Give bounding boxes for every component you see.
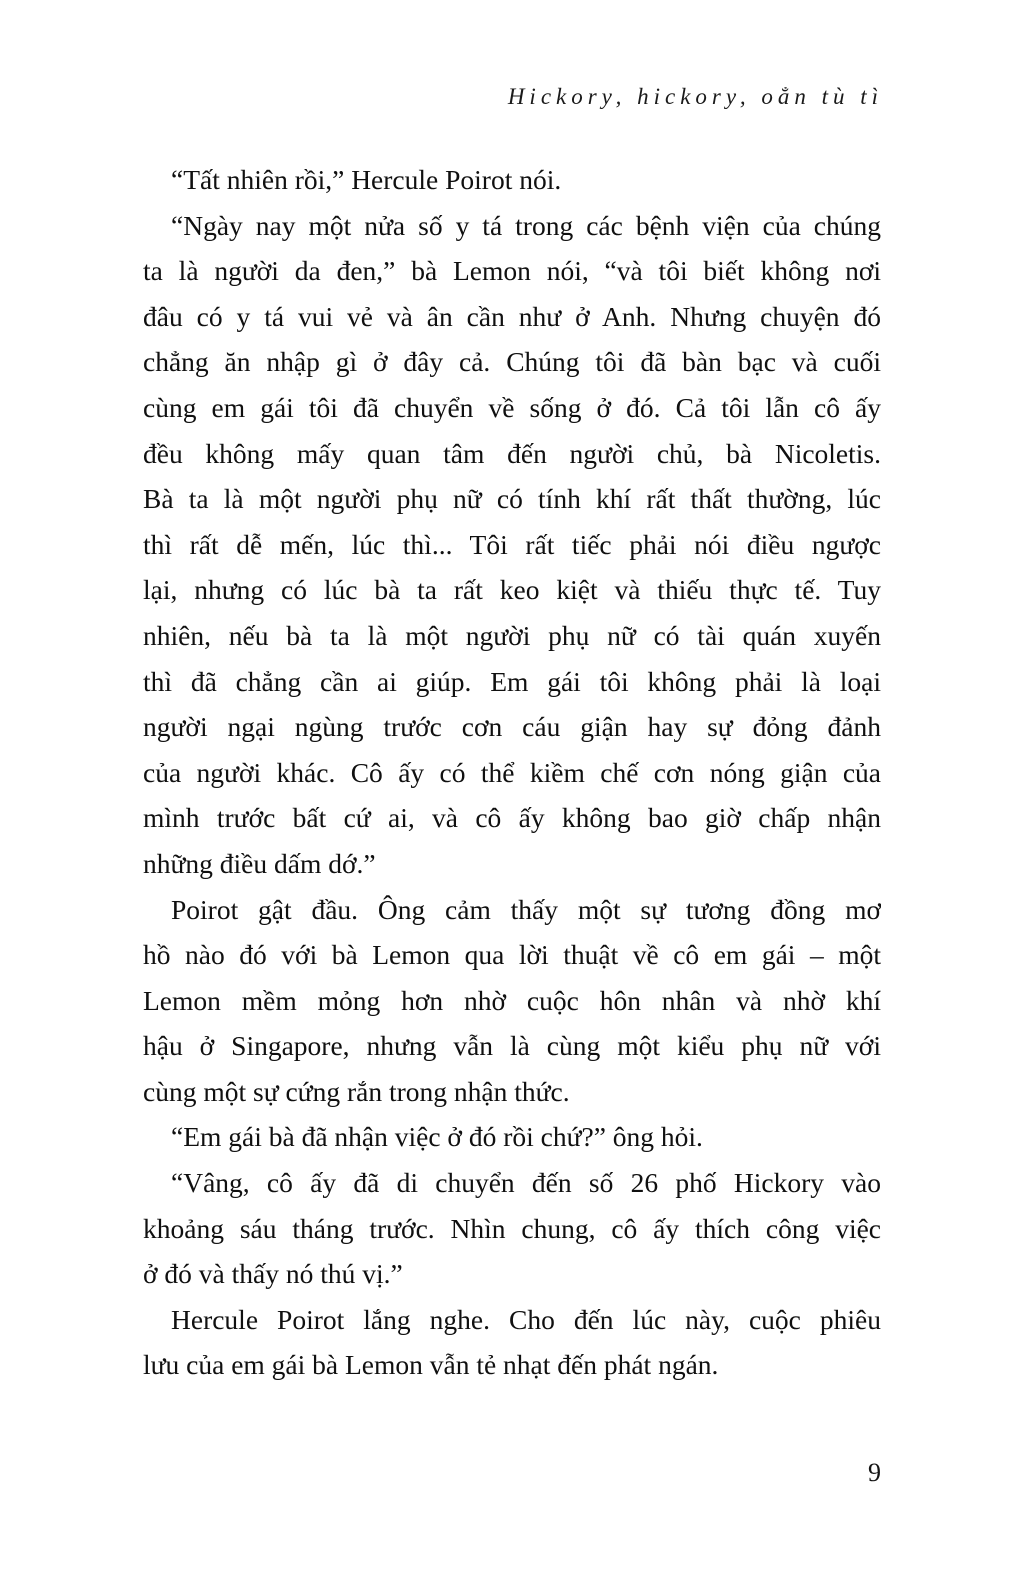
running-header: Hickory, hickory, oẳn tù tì (507, 84, 883, 109)
text-line: mình trước bất cứ ai, và cô ấy không bao giờ chấp nhận (143, 802, 881, 834)
text-line: Hercule Poirot lắng nghe. Cho đến lúc này, cuộc phiêu (171, 1303, 881, 1335)
text-line: ở đó và thấy nó thú vị.” (143, 1258, 403, 1290)
text-line: đâu có y tá vui vẻ và ân cần như ở Anh. Nhưng chuyện đó (143, 300, 881, 332)
paragraph (143, 1160, 881, 1297)
text-line: khoảng sáu tháng trước. Nhìn chung, cô ấy thích công việc (143, 1212, 881, 1244)
text-line: nhiên, nếu bà ta là một người phụ nữ có tài quán xuyến (143, 619, 881, 651)
text-line: cùng em gái tôi đã chuyển về sống ở đó. Cả tôi lẫn cô ấy (143, 391, 881, 423)
paragraph (143, 1297, 881, 1388)
paragraph (143, 1114, 881, 1160)
text-line: thì đã chẳng cần ai giúp. Em gái tôi không phải là loại (143, 665, 881, 697)
paragraph (143, 887, 881, 1115)
text-line: cùng một sự cứng rắn trong nhận thức. (143, 1075, 570, 1107)
text-line: ta là người da đen,” bà Lemon nói, “và tôi biết không nơi (143, 255, 881, 287)
page-body (143, 157, 881, 1388)
text-line: Lemon mềm mỏng hơn nhờ cuộc hôn nhân và nhờ khí (143, 984, 881, 1016)
text-line: “Ngày nay một nửa số y tá trong các bệnh viện của chúng (171, 209, 881, 241)
text-line: hồ nào đó với bà Lemon qua lời thuật về cô em gái – một (143, 939, 881, 971)
text-line: “Vâng, cô ấy đã di chuyển đến số 26 phố Hickory vào (171, 1167, 881, 1199)
text-line: đều không mấy quan tâm đến người chủ, bà Nicoletis. (143, 437, 881, 469)
text-line: hậu ở Singapore, nhưng vẫn là cùng một kiểu phụ nữ với (143, 1030, 881, 1062)
text-line: người ngại ngùng trước cơn cáu giận hay sự đỏng đảnh (143, 711, 881, 743)
text-line: của người khác. Cô ấy có thể kiềm chế cơn nóng giận của (143, 756, 881, 788)
page-number: 9 (868, 1458, 881, 1487)
text-line: những điều dấm dớ.” (143, 847, 376, 879)
text-line: lưu của em gái bà Lemon vẫn tẻ nhạt đến phát ngán. (143, 1349, 719, 1381)
paragraph (143, 203, 881, 887)
paragraph (143, 157, 881, 203)
text-line: chẳng ăn nhập gì ở đây cả. Chúng tôi đã bàn bạc và cuối (143, 346, 881, 378)
text-line: Poirot gật đầu. Ông cảm thấy một sự tương đồng mơ (171, 893, 881, 925)
text-line: Bà ta là một người phụ nữ có tính khí rất thất thường, lúc (143, 483, 881, 515)
text-line: lại, nhưng có lúc bà ta rất keo kiệt và thiếu thực tế. Tuy (143, 574, 881, 606)
text-line: thì rất dễ mến, lúc thì... Tôi rất tiếc phải nói điều ngược (143, 528, 881, 560)
text-line: “Em gái bà đã nhận việc ở đó rồi chứ?” ông hỏi. (171, 1121, 703, 1153)
text-line: “Tất nhiên rồi,” Hercule Poirot nói. (171, 164, 562, 195)
